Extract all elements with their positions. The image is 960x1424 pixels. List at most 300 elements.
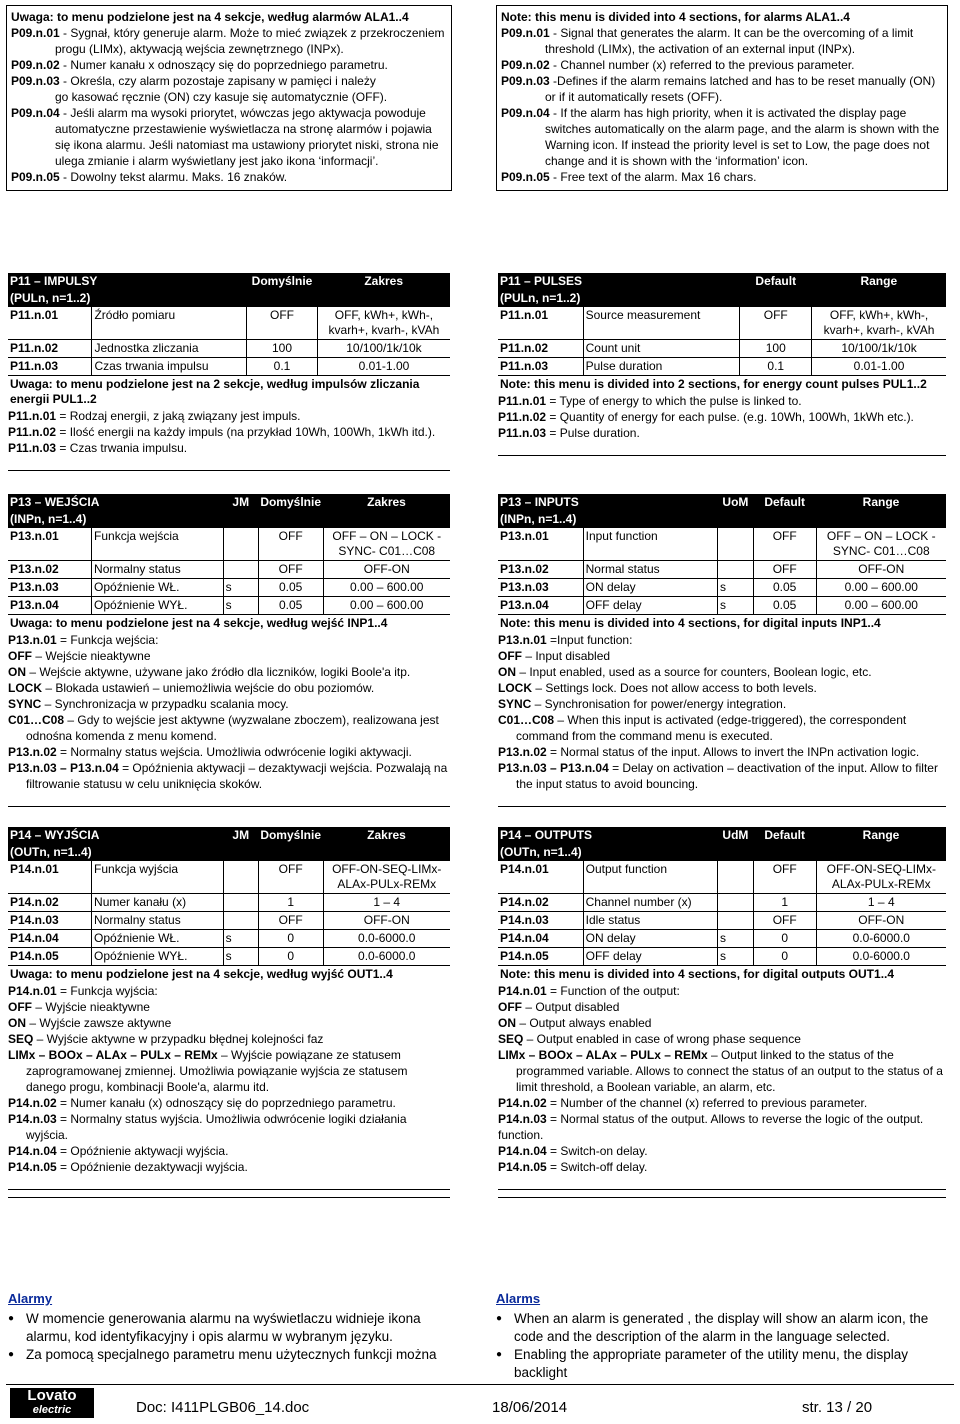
param-range: 0.00 – 600.00	[816, 579, 946, 597]
desc-code: P14.n.03	[8, 1112, 57, 1126]
desc-line	[8, 1143, 450, 1159]
desc-line	[498, 999, 946, 1015]
desc-code: LOCK	[8, 681, 42, 695]
desc-text: – Output linked to the status of the	[707, 1048, 894, 1062]
param-code: P11.n.02	[498, 340, 583, 358]
desc-text: = Function of the output:	[546, 984, 680, 998]
alarm-param-line	[501, 105, 943, 121]
param-name: ON delay	[583, 579, 717, 597]
desc-code: P13.n.02	[8, 745, 57, 759]
param-range: 0.00 – 600.00	[816, 597, 946, 615]
param-default: OFF	[258, 561, 323, 579]
col-header-range: Zakres	[317, 273, 450, 290]
desc-code: P14.n.01	[498, 984, 547, 998]
col-header-um: UdM	[718, 827, 754, 844]
desc-text: = Normalny status wyjścia. Umożliwia odwrócenie logiki działania	[56, 1112, 407, 1126]
desc-code: P13.n.01	[8, 633, 57, 647]
desc-line	[8, 1031, 450, 1047]
p14-param-table	[498, 827, 946, 983]
param-um	[718, 561, 754, 579]
footer-date: 18/06/2014	[492, 1399, 568, 1416]
param-name: Opóźnienie WŁ.	[92, 930, 224, 948]
param-range: 0.00 – 600.00	[323, 579, 450, 597]
table-row	[498, 340, 946, 358]
param-default: OFF	[258, 861, 323, 894]
desc-text: – Synchronizacja w przypadku scalania mocy.	[41, 697, 289, 711]
table-row	[498, 861, 946, 894]
desc-code: P11.n.01	[8, 409, 57, 423]
param-text: - Signal that generates the alarm. It can be the overcoming of a limit	[549, 26, 914, 40]
desc-line	[8, 1159, 450, 1175]
desc-text-cont: the input status to avoid bouncing.	[516, 777, 699, 791]
param-default: 0.05	[753, 597, 816, 615]
alarm-note-title: Uwaga: to menu podzielone jest na 4 sekcje, według alarmów ALA1..4	[11, 10, 409, 24]
table-row	[498, 597, 946, 615]
desc-line	[8, 1015, 450, 1031]
desc-text: = Type of energy to which the pulse is linked to.	[546, 394, 802, 408]
table-title: P11 – IMPULSY	[8, 273, 247, 290]
p13-description	[498, 632, 946, 792]
col-header-um: JM	[223, 827, 258, 844]
param-default: OFF	[753, 528, 816, 561]
param-default: 100	[247, 340, 318, 358]
desc-text: = Czas trwania impulsu.	[56, 441, 188, 455]
col-header-range: Range	[816, 494, 946, 511]
desc-code: SEQ	[8, 1032, 34, 1046]
table-row	[8, 358, 450, 376]
table-note: Note: this menu is divided into 4 sections, for digital outputs OUT1..4	[500, 967, 895, 981]
param-code: P09.n.03	[501, 74, 550, 88]
p11-param-table	[498, 273, 946, 393]
param-code: P14.n.01	[8, 861, 92, 894]
param-text-cont: go kasować ręcznie (ON) czy kasuje się automatycznie (OFF).	[55, 90, 388, 104]
desc-line	[8, 424, 450, 440]
param-text-cont: switches automatically on the alarm page, and the alarm is shown with the Warning icon. If instead the priority level is set to Low, the page does not change and it is shown with the ‘information’ icon.	[545, 122, 940, 168]
param-default: 0.05	[258, 579, 323, 597]
desc-line	[498, 1015, 946, 1031]
param-code: P14.n.04	[8, 930, 92, 948]
desc-code: ON	[8, 665, 26, 679]
alarm-note-box-pl	[6, 5, 452, 191]
alarm-param-line	[501, 57, 943, 73]
param-default: OFF	[753, 912, 816, 930]
param-um: s	[223, 597, 258, 615]
param-name: Numer kanału (x)	[92, 894, 224, 912]
table-subtitle: (OUTn, n=1..4)	[498, 844, 946, 861]
param-code: P09.n.01	[11, 26, 60, 40]
p11-param-table	[8, 273, 450, 408]
desc-code: OFF	[8, 1000, 32, 1014]
desc-code: P14.n.05	[8, 1160, 57, 1174]
param-default: OFF	[753, 561, 816, 579]
param-name: Funkcja wyjścia	[92, 861, 224, 894]
desc-text: = Number of the channel (x) referred to previous parameter.	[546, 1096, 868, 1110]
desc-text-cont: programmed variable. Allows to connect the status of an output to the status of a limit threshold, a Boolean variable, an alarm, etc.	[516, 1064, 943, 1094]
desc-code: LOCK	[498, 681, 532, 695]
param-range: 10/100/1k/10k	[812, 340, 946, 358]
desc-line	[498, 632, 946, 648]
param-name: Funkcja wejścia	[92, 528, 224, 561]
desc-code: P14.n.04	[498, 1144, 547, 1158]
param-range: OFF, kWh+, kWh-, kvarh+, kvarh-, kVAh	[317, 307, 450, 340]
param-range: OFF-ON-SEQ-LIMx-ALAx-PULx-REMx	[323, 861, 450, 894]
footer-rule	[6, 1384, 954, 1385]
table-row	[8, 861, 450, 894]
p14-section-pl	[8, 827, 450, 1190]
param-code: P09.n.01	[501, 26, 550, 40]
table-row	[498, 528, 946, 561]
param-default: 0	[753, 930, 816, 948]
table-row	[498, 358, 946, 376]
param-name: OFF delay	[583, 597, 717, 615]
col-header-default: Domyślnie	[247, 273, 318, 290]
desc-text: = Normal status of the output. Allows to reverse the logic of the output. function.	[498, 1112, 924, 1142]
table-note: Note: this menu is divided into 4 sections, for digital inputs INP1..4	[500, 616, 881, 630]
desc-text: – Wejście nieaktywne	[32, 649, 151, 663]
footer-doc: Doc: I411PLGB06_14.doc	[136, 1399, 310, 1416]
desc-code: ON	[8, 1016, 26, 1030]
param-default: OFF	[247, 307, 318, 340]
desc-text: – Input enabled, used as a source for counters, Boolean logic, etc.	[516, 665, 872, 679]
desc-code: P11.n.01	[498, 394, 547, 408]
list-item: ● Za pomocą specjalnego parametru menu użytecznych funkcji można	[8, 1346, 438, 1364]
param-default: 0.1	[740, 358, 812, 376]
desc-line	[8, 696, 450, 712]
desc-line	[8, 999, 450, 1015]
table-note-row	[498, 376, 946, 394]
param-code: P13.n.02	[8, 561, 92, 579]
desc-line	[498, 1047, 946, 1063]
table-row	[498, 912, 946, 930]
col-header-range: Range	[812, 273, 946, 290]
lovato-logo: Lovato electric	[10, 1388, 94, 1418]
desc-line	[8, 408, 450, 424]
list-item: ● W momencie generowania alarmu na wyświetlaczu widnieje ikona alarmu, kod identyfikacyjny i opis alarmu w wybranym języku.	[8, 1310, 438, 1346]
param-code: P09.n.02	[501, 58, 550, 72]
list-item: ● Enabling the appropriate parameter of the utility menu, the display backlight	[496, 1346, 956, 1382]
table-header-row	[498, 511, 946, 528]
footer-page: str. 13 / 20	[802, 1399, 873, 1416]
desc-line	[8, 1047, 450, 1063]
col-header-range: Zakres	[323, 494, 450, 511]
table-row	[8, 948, 450, 966]
desc-text: = Delay on activation – deactivation of the input. Allow to filter	[608, 761, 938, 775]
desc-text: = Opóźnienie dezaktywacji wyjścia.	[56, 1160, 248, 1174]
p11-description	[8, 408, 450, 456]
param-code: P13.n.02	[498, 561, 583, 579]
desc-code: SEQ	[498, 1032, 524, 1046]
desc-code: C01…C08	[8, 713, 65, 727]
table-header-row	[498, 844, 946, 861]
param-code: P13.n.03	[8, 579, 92, 597]
table-note: Uwaga: to menu podzielone jest na 4 sekcje, według wejść INP1..4	[10, 616, 388, 630]
param-range: OFF – ON – LOCK -SYNC- C01…C08	[816, 528, 946, 561]
param-text: - Channel number (x) referred to the previous parameter.	[549, 58, 855, 72]
param-text-cont: threshold (LIMx), the activation of an external input (INPx).	[545, 42, 856, 56]
table-row	[8, 307, 450, 340]
table-row	[498, 948, 946, 966]
list-item: ● When an alarm is generated , the display will show an alarm icon, the code and the description of the alarm in the language selected.	[496, 1310, 956, 1346]
alarm-param-line	[11, 57, 447, 73]
desc-text: – Wyjście aktywne w przypadku błędnej kolejności faz	[33, 1032, 324, 1046]
alarms-title-pl: Alarmy	[8, 1291, 53, 1306]
table-row	[8, 561, 450, 579]
param-range: OFF-ON	[323, 561, 450, 579]
param-code: P14.n.05	[498, 948, 583, 966]
param-code: P14.n.02	[8, 894, 92, 912]
table-row	[498, 930, 946, 948]
table-subtitle: (PULn, n=1..2)	[498, 290, 946, 307]
p13-param-table	[8, 494, 450, 632]
param-default: OFF	[258, 912, 323, 930]
param-text: - Jeśli alarm ma wysoki priorytet, wówczas jego aktywacja powoduje	[59, 106, 426, 120]
param-default: 0.1	[247, 358, 318, 376]
param-range: OFF-ON	[816, 561, 946, 579]
param-name: Input function	[583, 528, 717, 561]
param-code: P14.n.04	[498, 930, 583, 948]
desc-text: – Gdy to wejście jest aktywne (wyzwalane zboczem), realizowana jest	[64, 713, 439, 727]
desc-line	[8, 440, 450, 456]
param-name: Czas trwania impulsu	[92, 358, 247, 376]
param-code: P13.n.04	[498, 597, 583, 615]
p14-description	[498, 983, 946, 1175]
desc-code: ON	[498, 665, 516, 679]
param-um: s	[223, 930, 258, 948]
table-row	[498, 894, 946, 912]
param-range: 10/100/1k/10k	[317, 340, 450, 358]
p13-description	[8, 632, 450, 792]
param-text-cont: automatyczne przestawienie wyświetlacza na stronę alarmów i pojawia się ikona alarmu. Jeśli natomiast ma ustawiony priorytet niski, strona nie ulega zmianie i alarm wyświetlany jest jako ikona ‘informacji’.	[55, 122, 439, 168]
alarm-param-line	[11, 73, 447, 89]
desc-line	[498, 760, 946, 776]
param-um: s	[223, 579, 258, 597]
param-code: P09.n.04	[11, 106, 60, 120]
table-header-row	[8, 290, 450, 307]
col-header-range: Zakres	[323, 827, 450, 844]
desc-text: = Opóźnienia aktywacji – dezaktywacji wejścia. Pozwalają na	[118, 761, 448, 775]
col-header-default: Default	[753, 827, 816, 844]
table-title: P13 – INPUTS	[498, 494, 718, 511]
desc-line	[498, 1111, 946, 1143]
table-subtitle: (INPn, n=1..4)	[8, 511, 450, 528]
desc-text-cont: filtrowanie statusu w celu uniknięcia skoków.	[26, 777, 263, 791]
separator-line	[8, 1197, 450, 1198]
param-code: P13.n.04	[8, 597, 92, 615]
param-range: 0.01-1.00	[317, 358, 450, 376]
param-um	[223, 912, 258, 930]
param-um: s	[718, 597, 754, 615]
param-range: OFF-ON-SEQ-LIMx-ALAx-PULx-REMx	[816, 861, 946, 894]
col-header-default: Domyślnie	[260, 495, 321, 509]
param-range: 1 – 4	[816, 894, 946, 912]
desc-code: P13.n.01	[498, 633, 547, 647]
param-name: Source measurement	[583, 307, 740, 340]
desc-code: P11.n.03	[498, 426, 547, 440]
table-row	[8, 340, 450, 358]
table-subtitle: (OUTn, n=1..4)	[8, 844, 450, 861]
table-note-row	[8, 966, 450, 984]
desc-code: P14.n.01	[8, 984, 57, 998]
desc-line	[8, 680, 450, 696]
param-range: 0.01-1.00	[812, 358, 946, 376]
alarm-param-line	[501, 25, 943, 41]
desc-line	[498, 1031, 946, 1047]
desc-text: = Switch-on delay.	[546, 1144, 648, 1158]
desc-line	[498, 744, 946, 760]
param-um	[223, 894, 258, 912]
param-text: - If the alarm has high priority, when it is activated the display page	[549, 106, 907, 120]
table-title: P14 – WYJŚCIA	[8, 827, 223, 844]
desc-code: P11.n.02	[8, 425, 57, 439]
alarm-param-line	[11, 169, 447, 185]
desc-line	[498, 648, 946, 664]
desc-text: = Normal status of the input. Allows to invert the INPn activation logic.	[546, 745, 920, 759]
param-range: OFF-ON	[816, 912, 946, 930]
p11-description	[498, 393, 946, 441]
param-name: Output function	[583, 861, 717, 894]
desc-code: SYNC	[498, 697, 532, 711]
p14-description	[8, 983, 450, 1175]
desc-text: = Normalny status wejścia. Umożliwia odwrócenie logiki aktywacji.	[56, 745, 412, 759]
p11-section-en	[498, 273, 946, 456]
alarm-param-line	[501, 169, 943, 185]
separator-line	[498, 1197, 946, 1198]
table-row	[8, 597, 450, 615]
param-default: 0.05	[258, 597, 323, 615]
param-range: 0.0-6000.0	[323, 948, 450, 966]
param-code: P13.n.03	[498, 579, 583, 597]
desc-line	[498, 393, 946, 409]
p13-section-pl	[8, 494, 450, 807]
desc-text: =Input function:	[546, 633, 633, 647]
col-header-um: UoM	[718, 494, 754, 511]
param-default: 1	[258, 894, 323, 912]
desc-line	[498, 712, 946, 728]
param-code: P14.n.01	[498, 861, 583, 894]
p11-section-pl	[8, 273, 450, 471]
param-um: s	[223, 948, 258, 966]
table-header-row	[8, 511, 450, 528]
table-note: Uwaga: to menu podzielone jest na 2 sekcje, według impulsów zliczania energii PUL1..2	[10, 377, 420, 406]
alarm-param-line	[501, 73, 943, 89]
desc-code: C01…C08	[498, 713, 555, 727]
param-text-cont: progu (LIMx), aktywacją wejścia zewnętrznego (INPx).	[55, 42, 344, 56]
param-code: P14.n.03	[498, 912, 583, 930]
alarms-list-pl	[8, 1310, 438, 1364]
desc-code: P14.n.02	[498, 1096, 547, 1110]
desc-code: P13.n.02	[498, 745, 547, 759]
param-um	[718, 912, 754, 930]
param-name: OFF delay	[583, 948, 717, 966]
param-code: P14.n.02	[498, 894, 583, 912]
desc-text: – Blokada ustawień – uniemożliwia wejście do obu poziomów.	[42, 681, 375, 695]
param-text: - Określa, czy alarm pozostaje zapisany w pamięci i należy	[59, 74, 376, 88]
table-header-row	[8, 494, 450, 511]
col-header-um: JM	[223, 494, 258, 511]
table-note: Uwaga: to menu podzielone jest na 4 sekcje, według wyjść OUT1..4	[10, 967, 393, 981]
table-row	[498, 579, 946, 597]
p14-param-table	[8, 827, 450, 983]
param-name: Źródło pomiaru	[92, 307, 247, 340]
param-code: P09.n.02	[11, 58, 60, 72]
param-text: -Defines if the alarm remains latched and has to be reset manually (ON)	[549, 74, 936, 88]
param-um	[223, 528, 258, 561]
param-code: P09.n.04	[501, 106, 550, 120]
table-note-row	[8, 376, 450, 409]
desc-line	[498, 983, 946, 999]
table-header-row	[498, 494, 946, 511]
p13-section-en	[498, 494, 946, 807]
col-header-default: Default	[740, 273, 812, 290]
desc-text: = Pulse duration.	[546, 426, 640, 440]
table-header-row	[498, 290, 946, 307]
desc-text: = Rodzaj energii, z jaką związany jest impuls.	[56, 409, 301, 423]
param-range: 0.0-6000.0	[816, 930, 946, 948]
param-name: Pulse duration	[583, 358, 740, 376]
desc-code: OFF	[8, 649, 32, 663]
param-name: Opóźnienie WŁ.	[92, 579, 224, 597]
desc-text: = Funkcja wyjścia:	[56, 984, 158, 998]
table-row	[8, 930, 450, 948]
desc-code: LIMx – BOOx – ALAx – PULx – REMx	[8, 1048, 218, 1062]
param-default: OFF	[740, 307, 812, 340]
desc-text: – Output disabled	[522, 1000, 620, 1014]
desc-text: = Funkcja wejścia:	[56, 633, 159, 647]
param-range: 1 – 4	[323, 894, 450, 912]
desc-code: LIMx – BOOx – ALAx – PULx – REMx	[498, 1048, 708, 1062]
param-code: P13.n.01	[498, 528, 583, 561]
param-code: P11.n.01	[498, 307, 583, 340]
p13-param-table	[498, 494, 946, 632]
alarms-list-en	[496, 1310, 956, 1382]
param-range: OFF, kWh+, kWh-, kvarh+, kvarh-, kVAh	[812, 307, 946, 340]
alarm-note-box-en	[496, 5, 948, 191]
col-header-default: Domyślnie	[260, 828, 321, 842]
table-note-row	[498, 966, 946, 984]
desc-code: P14.n.05	[498, 1160, 547, 1174]
table-note: Note: this menu is divided into 2 sections, for energy count pulses PUL1..2	[500, 377, 927, 391]
col-header-default: Default	[753, 494, 816, 511]
param-name: Opóźnienie WYŁ.	[92, 597, 224, 615]
desc-text: = Opóźnienie aktywacji wyjścia.	[56, 1144, 229, 1158]
section-rule	[8, 1189, 450, 1190]
desc-text: – Wyjście zawsze aktywne	[26, 1016, 172, 1030]
param-um: s	[718, 948, 754, 966]
desc-text: – Wejście aktywne, używane jako źródło dla liczników, logiki Boole'a itp.	[26, 665, 411, 679]
desc-line	[498, 664, 946, 680]
param-default: 0	[258, 930, 323, 948]
param-name: Idle status	[583, 912, 717, 930]
desc-text: – Wyjście nieaktywne	[32, 1000, 150, 1014]
desc-line	[498, 425, 946, 441]
desc-line	[498, 1143, 946, 1159]
desc-code: P14.n.03	[498, 1112, 547, 1126]
table-row	[8, 579, 450, 597]
desc-text: – Synchronisation for power/energy integration.	[531, 697, 787, 711]
param-code: P11.n.01	[8, 307, 92, 340]
table-title: P11 – PULSES	[498, 273, 740, 290]
param-range: OFF – ON – LOCK - SYNC- C01…C08	[323, 528, 450, 561]
param-name: Normalny status	[92, 561, 224, 579]
param-default: 0	[258, 948, 323, 966]
desc-text: – Output always enabled	[516, 1016, 652, 1030]
param-text: - Dowolny tekst alarmu. Maks. 16 znaków.	[59, 170, 288, 184]
desc-text: = Numer kanału (x) odnoszący się do poprzedniego parametru.	[56, 1096, 396, 1110]
param-default: 1	[753, 894, 816, 912]
param-default: OFF	[753, 861, 816, 894]
table-header-row	[8, 827, 450, 844]
table-header-row	[498, 273, 946, 290]
